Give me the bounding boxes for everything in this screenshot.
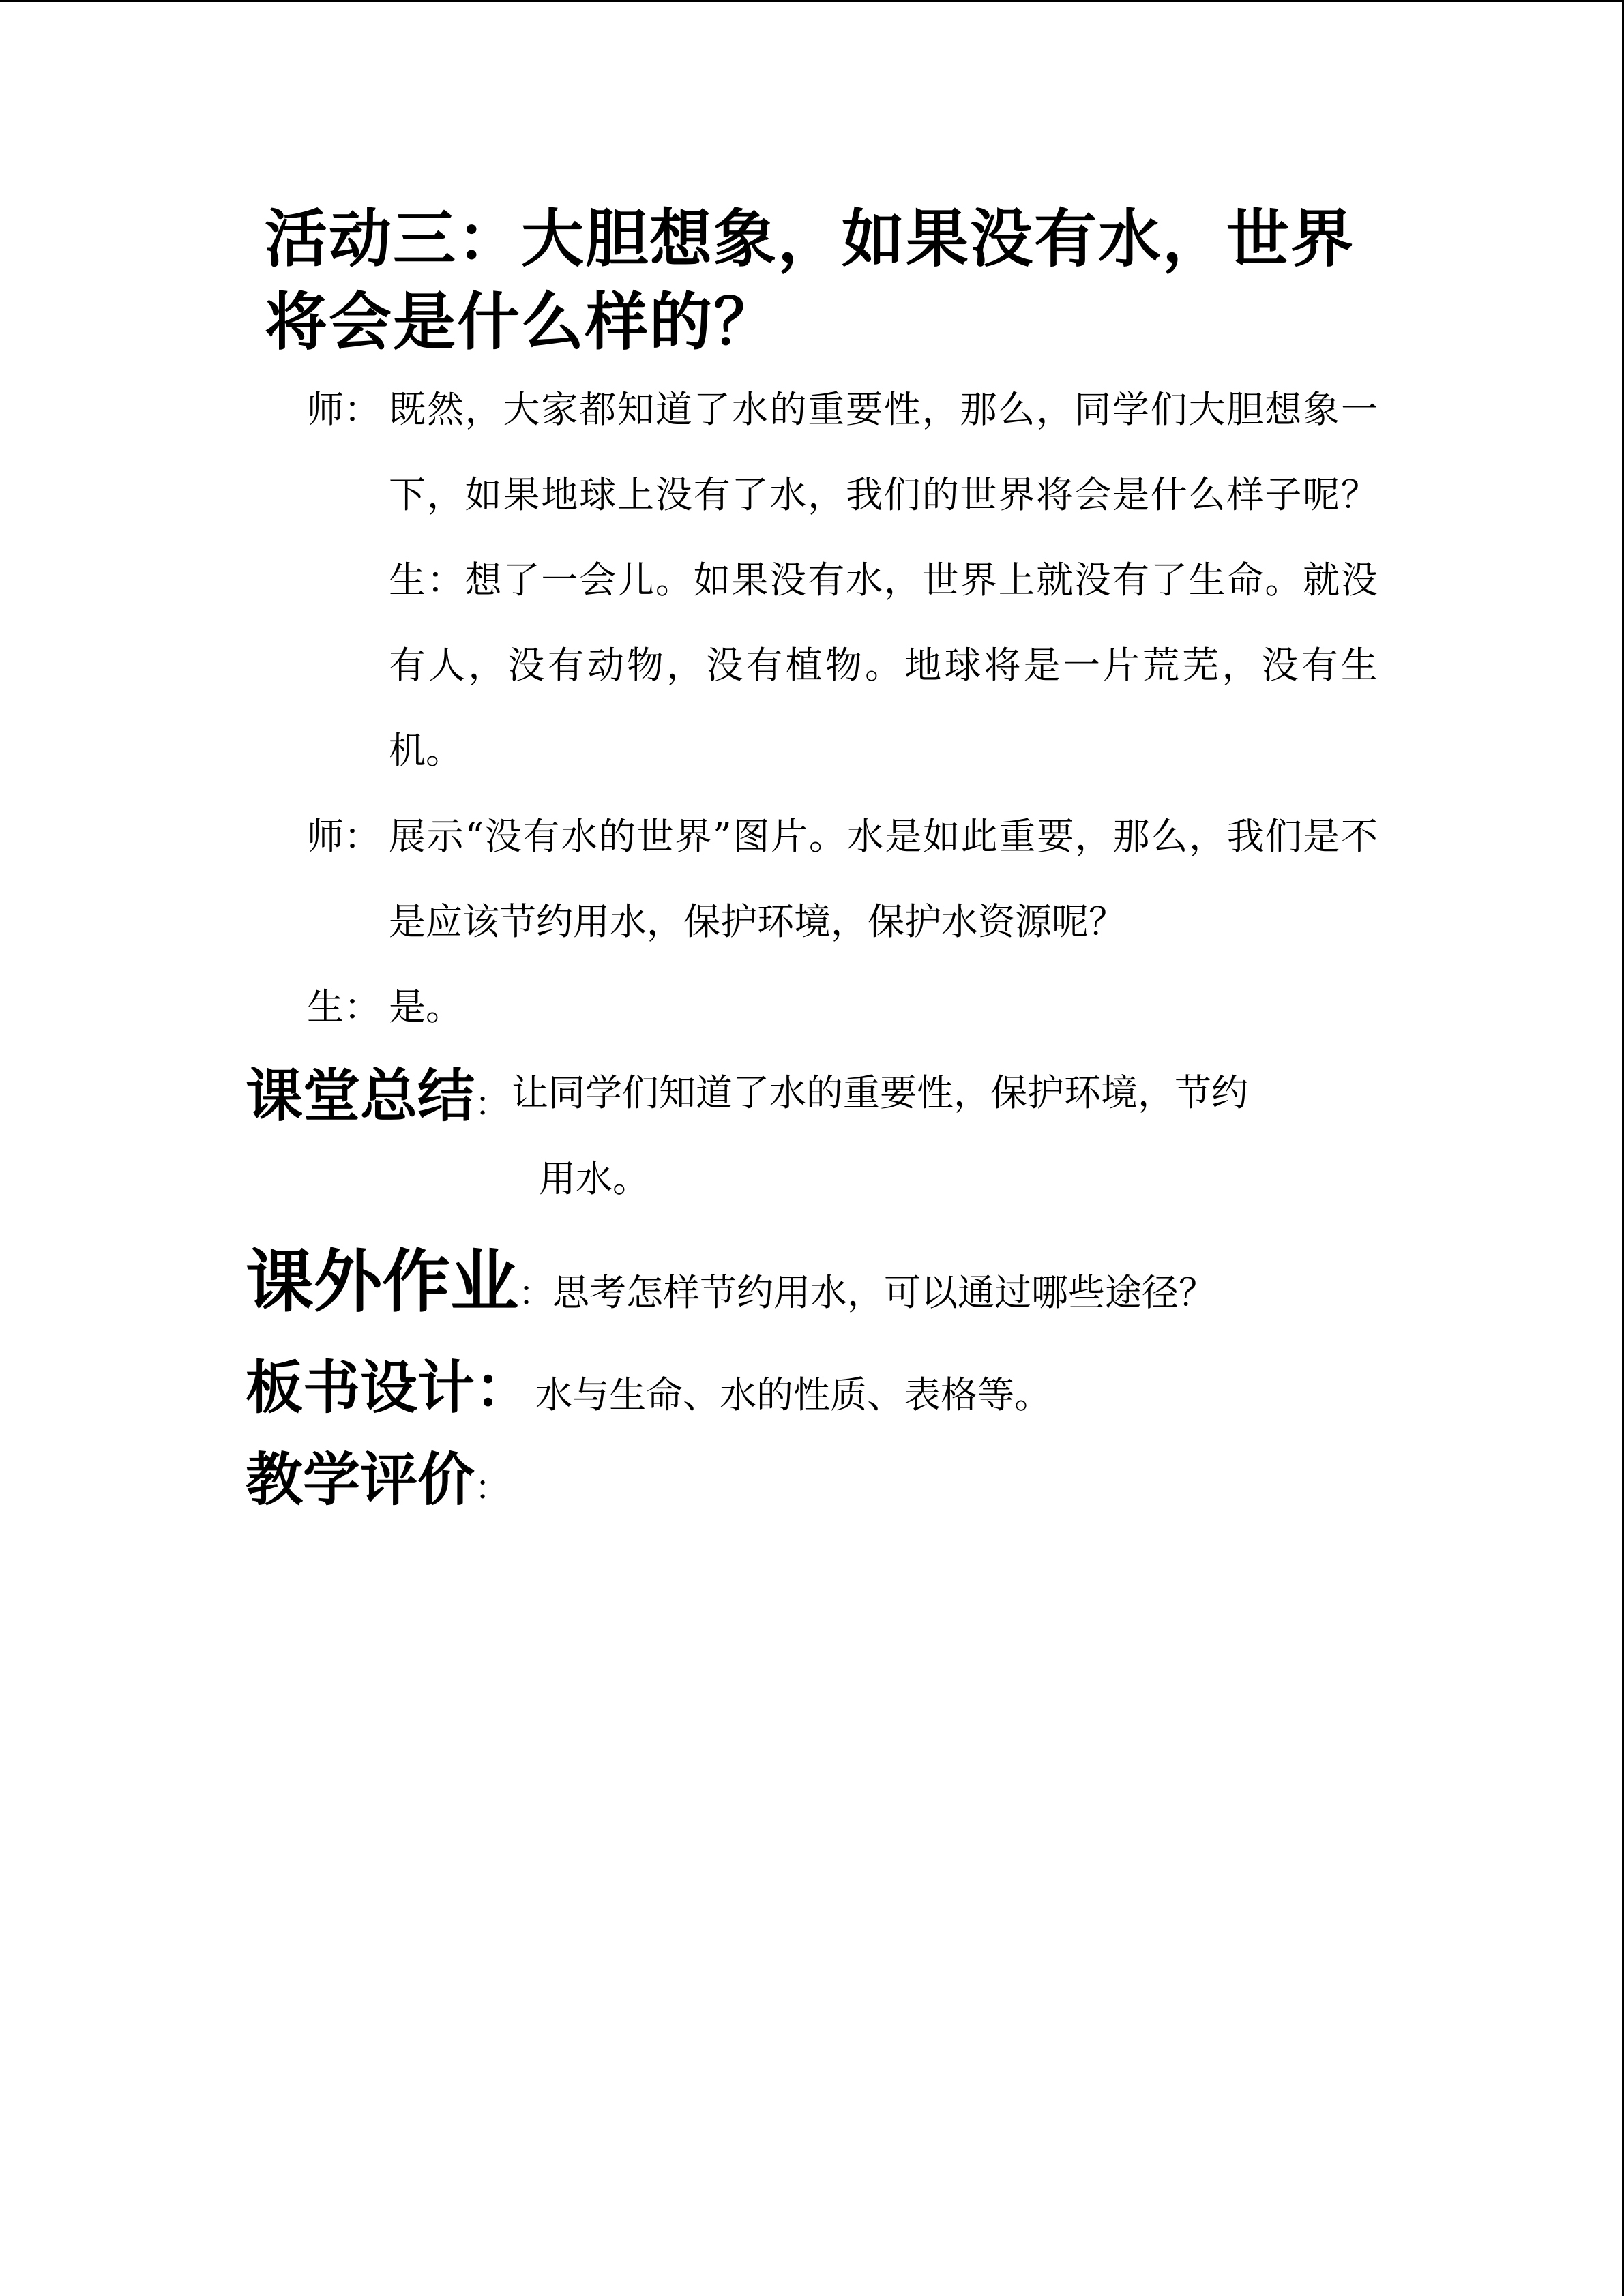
homework-label: 课外作业	[246, 1242, 518, 1322]
speech-text: 既然，大家都知道了水的重要性，那么，同学们大胆想象一下，如果地球上没有了水，我们的世界将会是什么样子呢？生：想了一会儿。如果没有水，世界上就没有了生命。就没有人，没有动物，没有植物。地球将是一片荒芜，没有生机。	[389, 388, 1378, 772]
teaching-evaluation-section	[246, 1439, 1405, 1537]
speech-text: 是。	[389, 985, 462, 1028]
teaching-evaluation-colon: ：	[475, 1468, 510, 1508]
class-summary-colon: ：	[475, 1084, 510, 1124]
dialogue-teacher-2	[307, 794, 1378, 964]
speech-text: 展示“没有水的世界”图片。水是如此重要，那么，我们是不是应该节约用水，保护环境，保护水资源呢？	[389, 815, 1378, 943]
board-design-label: 板书设计：	[246, 1354, 533, 1421]
speaker-label: 师：	[307, 815, 381, 858]
class-summary-section	[246, 1050, 1364, 1200]
homework-colon: ：	[518, 1274, 552, 1313]
board-design-section	[246, 1347, 1405, 1445]
activity-heading: 活动三：大胆想象，如果没有水，世界将会是什么样的？	[265, 203, 1355, 359]
speaker-label: 生：	[307, 985, 381, 1028]
class-summary-label: 课堂总结	[246, 1062, 475, 1129]
page-top-border	[0, 0, 1624, 2]
class-summary-line-1: 让同学们知道了水的重要性，保护环境，节约	[512, 1071, 1248, 1114]
speaker-label: 师：	[307, 388, 381, 431]
board-design-text: 水与生命、水的性质、表格等。	[535, 1373, 1052, 1416]
dialogue-student	[307, 964, 1378, 1049]
dialogue-teacher-1	[307, 367, 1378, 793]
teaching-evaluation-label: 教学评价	[246, 1446, 475, 1513]
homework-text: 思考怎样节约用水，可以通过哪些途径？	[552, 1271, 1215, 1314]
class-summary-line-2: 用水。	[539, 1157, 649, 1200]
homework-section	[246, 1234, 1405, 1350]
